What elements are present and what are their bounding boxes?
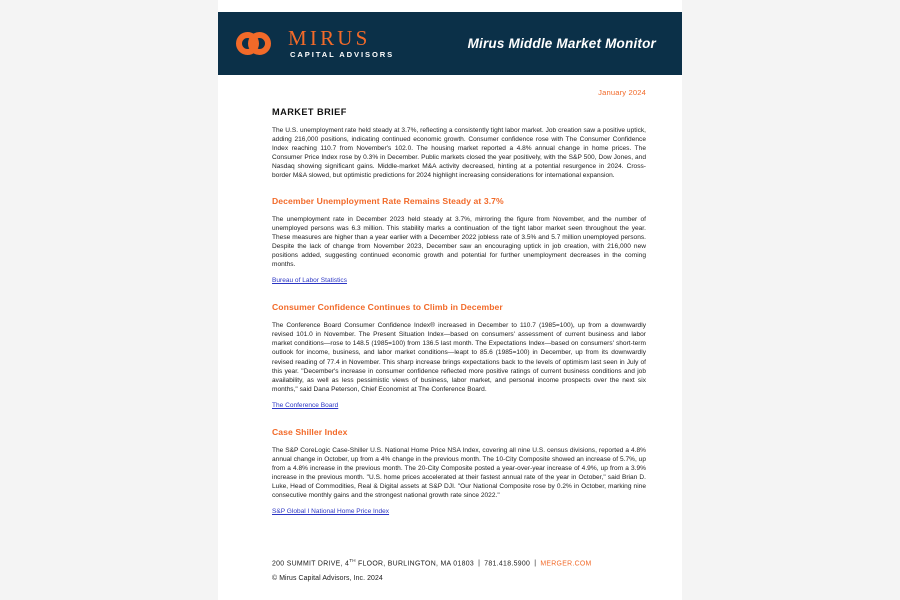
- footer-phone: 781.418.5900: [484, 560, 531, 568]
- logo-tagline: CAPITAL ADVISORS: [290, 50, 395, 60]
- section-body: The S&P CoreLogic Case-Shiller U.S. National Home Price NSA Index, covering all nine U.S. census divisions, reported a 4.8% annual change in October, up from a 4% change in the previous month. The 10-City Composite showed an increase of 5.7%, up from a 4.8% increase in the previous month. The 20-City Composite posted a year-over-year increase of 4.9%, up from a 3.9% increase in the previous month. "U.S. home prices accelerated at their fastest annual rate of the year in October," said Brian D. Luke, Head of Commodities, Real & Digital assets at S&P DJI. "Our National Composite rose by 0.2% in October, marking nine consecutive monthly gains and the strongest national growth rate since 2022.": [272, 446, 646, 500]
- footer-address-prefix: 200 SUMMIT DRIVE, 4: [272, 560, 350, 568]
- source-link-sp-global[interactable]: S&P Global I National Home Price Index: [272, 508, 390, 516]
- section-heading: Consumer Confidence Continues to Climb in December: [272, 302, 503, 313]
- company-logo: [236, 28, 394, 59]
- ring-right-icon: [248, 32, 271, 55]
- interlocking-rings-icon: [236, 30, 279, 57]
- document-content: [272, 88, 646, 518]
- source-link-conference-board[interactable]: The Conference Board: [272, 401, 339, 409]
- section-body: The unemployment rate in December 2023 held steady at 3.7%, mirroring the figure from November, and the number of unemployed persons was 6.3 million. This stability marks a continuation of the tight labor market seen throughout the year. These measures are higher than a year earlier with a December 2022 jobless rate of 3.5% and 5.7 million unemployed persons. Despite the lack of change from November 2023, December saw an encouraging uptick in job creation, with 216,000 new positions added, suggesting continued economic growth and potential for further unemployment decreases in the coming months.: [272, 215, 646, 269]
- section-heading: Case Shiller Index: [272, 426, 348, 437]
- logo-wordmark: [288, 28, 394, 59]
- section-consumer-confidence: [272, 302, 646, 412]
- footer-separator-1: |: [478, 560, 481, 568]
- source-link-bls[interactable]: Bureau of Labor Statistics: [272, 277, 347, 285]
- document-page: [218, 0, 682, 600]
- intro-paragraph: The U.S. unemployment rate held steady at 3.7%, reflecting a consistently tight labor market. Job creation saw a positive uptick, adding 216,000 positions, indicating continued economic growth. Consumer confidence rose with The Consumer Confidence Index reaching 110.7 from November's 102.0. The housing market reported a 4.8% annual change in home prices. The Consumer Price Index rose by 0.3% in December. Public markets closed the year positively, with the S&P 500, Dow Jones, and Nasdaq showing significant gains. Middle-market M&A activity decreased, hinting at a potential resurgence in 2024. Cross-border M&A slowed, but optimistic predictions for 2024 highlight increasing considerations for international expansion.: [272, 127, 646, 180]
- header-banner: [218, 12, 682, 75]
- document-footer: [272, 558, 646, 582]
- footer-address-rest: FLOOR, BURLINGTON, MA 01803: [355, 560, 475, 568]
- issue-date: January 2024: [598, 88, 646, 97]
- section-heading: December Unemployment Rate Remains Steady at 3.7%: [272, 195, 504, 206]
- page-title: MARKET BRIEF: [272, 107, 347, 117]
- banner-title: Mirus Middle Market Monitor: [467, 36, 656, 51]
- footer-separator-2: |: [534, 560, 537, 568]
- section-case-shiller: [272, 427, 646, 519]
- footer-website-link[interactable]: MERGER.COM: [540, 560, 592, 568]
- section-body: The Conference Board Consumer Confidence Index® increased in December to 110.7 (1985=100), up from a downwardly revised 101.0 in November. The Present Situation Index—based on consumers' assessment of current business and labor market conditions—rose to 148.5 (1985=100) from 136.5 last month. The Expectations Index—based on consumers' short-term outlook for income, business, and labor market conditions—leapt to 85.6 (1985=100) in December, up from its downwardly revised reading of 77.4 in November. This sharp increase brings expectations back to the levels of optimism last seen in July of this year. "December's increase in consumer confidence reflected more positive ratings of current business conditions and job availability, as well as less pessimistic views of business, labor market, and personal income prospects over the next six months," said Dana Peterson, Chief Economist at The Conference Board.: [272, 322, 646, 393]
- logo-name: MIRUS: [288, 26, 371, 51]
- footer-copyright: © Mirus Capital Advisors, Inc. 2024: [272, 575, 383, 583]
- footer-address-ordinal: TH: [349, 558, 356, 563]
- section-unemployment: [272, 196, 646, 288]
- footer-contact-line: [272, 558, 646, 567]
